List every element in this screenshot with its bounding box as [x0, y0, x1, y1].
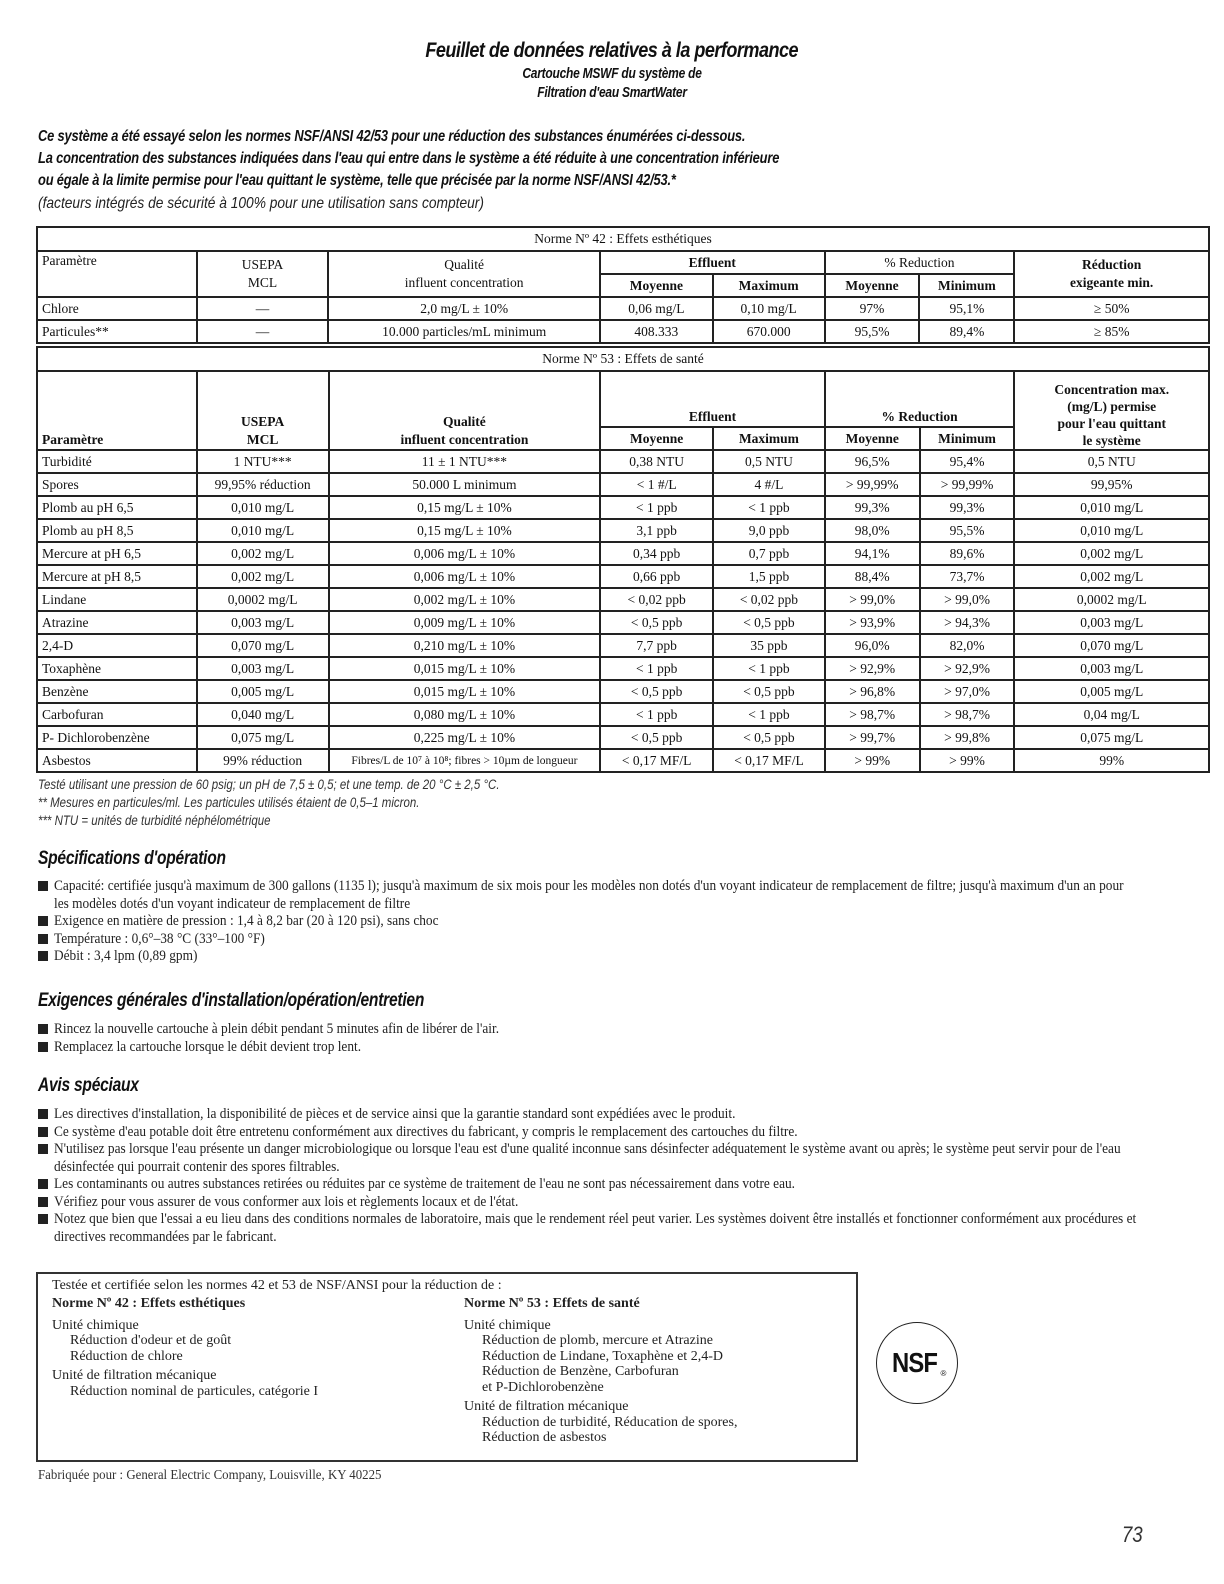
table-cell: 0,006 mg/L ± 10% — [329, 565, 601, 588]
table-cell: 0,66 ppb — [600, 565, 713, 588]
list-item-text: Ce système d'eau potable doit être entretenu conformément aux directives du fabricant, y compris le remplacement des cartouches du filtre. — [54, 1123, 798, 1140]
table-cell: Lindane — [37, 588, 197, 611]
table-cell: P- Dichlorobenzène — [37, 726, 197, 749]
footnote-3: *** NTU = unités de turbidité néphélométrique — [38, 813, 271, 828]
table-42-title: Norme Nº 42 : Effets esthétiques — [37, 227, 1209, 251]
table-norme-53 — [36, 346, 1210, 773]
table-cell: 95,5% — [920, 519, 1015, 542]
intro-line-1: Ce système a été essayé selon les normes NSF/ANSI 42/53 pour une réduction des substances énumérées ci-dessous. — [38, 128, 746, 145]
bullet-square-icon — [38, 1197, 48, 1207]
certification-norme-42 — [52, 1296, 318, 1399]
list-item — [38, 878, 1208, 913]
table-row — [37, 680, 1209, 703]
certification-heading: Norme Nº 42 : Effets esthétiques — [52, 1296, 246, 1311]
list-item — [38, 931, 1208, 949]
table-row — [37, 297, 1209, 320]
header-qualite: Qualité influent concentration — [329, 371, 601, 450]
footnotes — [38, 776, 500, 830]
table-cell: > 99,8% — [920, 726, 1015, 749]
certification-box — [36, 1272, 858, 1462]
table-cell: < 0,02 ppb — [713, 588, 825, 611]
table-cell: 89,6% — [920, 542, 1015, 565]
table-cell: > 98,7% — [825, 703, 920, 726]
table-cell: 0,0002 mg/L — [1014, 588, 1209, 611]
section-heading-install: Exigences générales d'installation/opération/entretien — [38, 990, 425, 1011]
header-parametre: Paramètre — [37, 251, 197, 297]
table-cell: 0,010 mg/L — [1014, 496, 1209, 519]
install-list — [38, 1021, 1208, 1056]
list-item — [38, 1194, 1208, 1212]
table-cell: 0,002 mg/L — [1014, 542, 1209, 565]
table-cell: Mercure at pH 8,5 — [37, 565, 197, 588]
table-cell: 0,003 mg/L — [1014, 611, 1209, 634]
table-cell: > 92,9% — [825, 657, 920, 680]
certification-item: Réduction de asbestos — [482, 1430, 607, 1445]
table-cell: Particules** — [37, 320, 197, 343]
table-cell: 3,1 ppb — [600, 519, 713, 542]
specs-list — [38, 878, 1208, 966]
certification-item: Réduction nominal de particules, catégorie I — [70, 1383, 319, 1399]
header-reduction: % Reduction — [825, 371, 1015, 427]
table-cell: 95,5% — [825, 320, 920, 343]
header-parametre: Paramètre — [37, 371, 197, 450]
table-cell: > 99% — [825, 749, 920, 772]
bullet-square-icon — [38, 881, 48, 891]
table-cell: < 0,5 ppb — [713, 611, 825, 634]
list-item-text: Rincez la nouvelle cartouche à plein débit pendant 5 minutes afin de libérer de l'air. — [54, 1021, 500, 1037]
list-item — [38, 948, 1208, 966]
header-effluent: Effluent — [600, 371, 825, 427]
table-cell: 9,0 ppb — [713, 519, 825, 542]
bullet-square-icon — [38, 1109, 48, 1119]
certification-group — [52, 1368, 318, 1399]
table-cell: < 0,5 ppb — [600, 680, 713, 703]
table-cell: 0,210 mg/L ± 10% — [329, 634, 601, 657]
certification-norme-53 — [464, 1296, 737, 1446]
table-cell: 408.333 — [600, 320, 713, 343]
table-cell: 0,005 mg/L — [1014, 680, 1209, 703]
table-cell: 95,1% — [919, 297, 1014, 320]
table-row — [37, 496, 1209, 519]
table-cell: < 0,5 ppb — [713, 726, 825, 749]
table-cell: < 0,17 MF/L — [713, 749, 825, 772]
table-row — [37, 519, 1209, 542]
certification-item: Réduction de plomb, mercure et Atrazine — [482, 1333, 713, 1348]
list-item — [38, 1039, 1208, 1057]
certification-group-title: Unité de filtration mécanique — [464, 1399, 629, 1414]
table-cell: 0,070 mg/L — [197, 634, 329, 657]
table-cell: 0,070 mg/L — [1014, 634, 1209, 657]
table-cell: < 0,5 ppb — [713, 680, 825, 703]
table-cell: 97% — [825, 297, 920, 320]
table-cell: 35 ppb — [713, 634, 825, 657]
nsf-logo-icon: NSF ® — [876, 1322, 958, 1404]
table-cell: > 94,3% — [920, 611, 1015, 634]
table-cell: 0,0002 mg/L — [197, 588, 329, 611]
table-row — [37, 542, 1209, 565]
list-item — [38, 1021, 1208, 1039]
bullet-square-icon — [38, 1042, 48, 1052]
table-cell: < 0,17 MF/L — [600, 749, 713, 772]
table-cell: 82,0% — [920, 634, 1015, 657]
table-cell: 0,075 mg/L — [1014, 726, 1209, 749]
table-cell: 0,040 mg/L — [197, 703, 329, 726]
table-cell: 0,010 mg/L — [197, 519, 329, 542]
certification-group — [464, 1399, 737, 1446]
list-item-text: Notez que bien que l'essai a eu lieu dans des conditions normales de laboratoire, mais que le rendement réel peut varier. Les systèmes doivent être installés et fonctionner conformément aux procédures et directives recommandées par le fabricant. — [54, 1211, 1137, 1245]
table-cell: 0,15 mg/L ± 10% — [329, 496, 601, 519]
page-header — [0, 38, 1224, 102]
header-concentration-max: Concentration max. (mg/L) permise pour l'eau quittant le système — [1014, 371, 1209, 450]
header-usepa: USEPA MCL — [197, 371, 329, 450]
table-cell: 0,04 mg/L — [1014, 703, 1209, 726]
table-cell: 0,5 NTU — [1014, 450, 1209, 473]
table-cell: 0,009 mg/L ± 10% — [329, 611, 601, 634]
table-42-body — [37, 297, 1209, 343]
table-cell: 94,1% — [825, 542, 920, 565]
bullet-square-icon — [38, 951, 48, 961]
table-cell: 0,06 mg/L — [600, 297, 713, 320]
section-heading-notices: Avis spéciaux — [38, 1075, 139, 1096]
bullet-square-icon — [38, 1144, 48, 1154]
table-cell: < 0,02 ppb — [600, 588, 713, 611]
table-cell: 4 #/L — [713, 473, 825, 496]
list-item-text: Température : 0,6°–38 °C (33°–100 °F) — [54, 930, 265, 947]
table-cell: 1,5 ppb — [713, 565, 825, 588]
certification-heading: Norme Nº 53 : Effets de santé — [464, 1296, 640, 1311]
table-cell: 0,38 NTU — [600, 450, 713, 473]
table-cell: > 99,99% — [920, 473, 1015, 496]
table-cell: 0,002 mg/L — [197, 565, 329, 588]
table-53-title: Norme Nº 53 : Effets de santé — [37, 347, 1209, 371]
table-norme-42 — [36, 226, 1210, 344]
header-reduction-moyenne: Moyenne — [825, 274, 920, 297]
table-53-body — [37, 450, 1209, 772]
certification-item: Réduction de turbidité, Réducation de spores, — [482, 1414, 738, 1430]
table-cell: 0,015 mg/L ± 10% — [329, 680, 601, 703]
table-cell: > 98,7% — [920, 703, 1015, 726]
table-cell: 670.000 — [713, 320, 825, 343]
intro-line-3: ou égale à la limite permise pour l'eau quittant le système, telle que précisée par la norme NSF/ANSI 42/53.* — [38, 172, 676, 189]
bullet-square-icon — [38, 1024, 48, 1034]
table-row — [37, 703, 1209, 726]
table-cell: 95,4% — [920, 450, 1015, 473]
table-cell: 0,010 mg/L — [197, 496, 329, 519]
bullet-square-icon — [38, 1214, 48, 1224]
list-item-text: N'utilisez pas lorsque l'eau présente un danger microbiologique ou lorsque l'eau est d'une qualité inconnue sans désinfecter adéquatement le système avant ou après; le système peut servir pour de l'eau désinfectée qui pourrait contenir des spores filtrables. — [54, 1141, 1121, 1175]
table-cell: Asbestos — [37, 749, 197, 772]
header-effluent-moyenne: Moyenne — [600, 274, 713, 297]
table-cell: > 97,0% — [920, 680, 1015, 703]
table-cell: Toxaphène — [37, 657, 197, 680]
list-item — [38, 913, 1208, 931]
list-item-text: Remplacez la cartouche lorsque le débit devient trop lent. — [54, 1038, 362, 1055]
table-cell: 0,015 mg/L ± 10% — [329, 657, 601, 680]
certification-group — [464, 1318, 737, 1396]
table-cell: 0,003 mg/L — [1014, 657, 1209, 680]
header-reduction-minimum: Minimum — [919, 274, 1014, 297]
table-cell: 10.000 particles/mL minimum — [328, 320, 600, 343]
table-cell: 0,10 mg/L — [713, 297, 825, 320]
notices-list — [38, 1106, 1208, 1246]
table-cell: < 1 ppb — [713, 657, 825, 680]
table-cell: Carbofuran — [37, 703, 197, 726]
bullet-square-icon — [38, 916, 48, 926]
table-cell: Plomb au pH 8,5 — [37, 519, 197, 542]
table-cell: 99,95% — [1014, 473, 1209, 496]
table-cell: Fibres/L de 10⁷ à 10⁸; fibres > 10µm de longueur — [329, 749, 601, 772]
footnote-1: Testé utilisant une pression de 60 psig; un pH de 7,5 ± 0,5; et une temp. de 20 °C ± 2,5 °C. — [38, 777, 500, 792]
table-cell: 0,002 mg/L ± 10% — [329, 588, 601, 611]
table-cell: Chlore — [37, 297, 197, 320]
table-cell: 96,0% — [825, 634, 920, 657]
bullet-square-icon — [38, 934, 48, 944]
list-item — [38, 1141, 1208, 1176]
certification-item: Réduction de Lindane, Toxaphène et 2,4-D — [482, 1348, 723, 1364]
table-cell: 0,003 mg/L — [197, 611, 329, 634]
table-row — [37, 611, 1209, 634]
list-item-text: Les contaminants ou autres substances retirées ou réduites par ce système de traitement de l'eau ne sont pas nécessairement dans votre eau. — [54, 1176, 796, 1192]
header-usepa: USEPA MCL — [197, 251, 329, 297]
table-cell: < 1 ppb — [713, 496, 825, 519]
table-row — [37, 588, 1209, 611]
table-cell: ≥ 85% — [1014, 320, 1209, 343]
certification-intro: Testée et certifiée selon les normes 42 et 53 de NSF/ANSI pour la réduction de : — [52, 1278, 502, 1293]
table-cell: 89,4% — [919, 320, 1014, 343]
table-row — [37, 634, 1209, 657]
table-cell: 0,7 ppb — [713, 542, 825, 565]
table-cell: < 1 ppb — [713, 703, 825, 726]
table-row — [37, 749, 1209, 772]
table-cell: > 99,0% — [920, 588, 1015, 611]
table-cell: 0,003 mg/L — [197, 657, 329, 680]
table-cell: — — [197, 297, 329, 320]
header-effluent: Effluent — [600, 251, 825, 274]
list-item — [38, 1211, 1208, 1246]
table-cell: Benzène — [37, 680, 197, 703]
table-cell: > 99,99% — [825, 473, 920, 496]
table-cell: 0,225 mg/L ± 10% — [329, 726, 601, 749]
table-cell: ≥ 50% — [1014, 297, 1209, 320]
table-cell: 96,5% — [825, 450, 920, 473]
list-item — [38, 1106, 1208, 1124]
page-subtitle-line2: Filtration d'eau SmartWater — [537, 84, 687, 101]
certification-group-title: Unité chimique — [464, 1317, 551, 1333]
page-title: Feuillet de données relatives à la performance — [425, 39, 799, 62]
table-cell: > 99,0% — [825, 588, 920, 611]
table-cell: Spores — [37, 473, 197, 496]
intro-note: (facteurs intégrés de sécurité à 100% pour une utilisation sans compteur) — [38, 195, 484, 212]
list-item — [38, 1176, 1208, 1194]
certification-group-title: Unité de filtration mécanique — [52, 1368, 217, 1383]
table-cell: 0,5 NTU — [713, 450, 825, 473]
table-cell: Atrazine — [37, 611, 197, 634]
table-cell: 98,0% — [825, 519, 920, 542]
table-cell: 88,4% — [825, 565, 920, 588]
header-effluent-moyenne: Moyenne — [600, 427, 713, 450]
table-cell: 2,4-D — [37, 634, 197, 657]
list-item-text: Vérifiez pour vous assurer de vous conformer aux lois et règlements locaux et de l'état. — [54, 1193, 519, 1210]
table-cell: 0,006 mg/L ± 10% — [329, 542, 601, 565]
table-cell: > 92,9% — [920, 657, 1015, 680]
table-cell: 99,3% — [920, 496, 1015, 519]
table-row — [37, 320, 1209, 343]
table-cell: 99% réduction — [197, 749, 329, 772]
bullet-square-icon — [38, 1179, 48, 1189]
page-subtitle-line1: Cartouche MSWF du système de — [522, 65, 702, 82]
table-row — [37, 565, 1209, 588]
table-cell: 2,0 mg/L ± 10% — [328, 297, 600, 320]
table-cell: 99% — [1014, 749, 1209, 772]
table-cell: 0,075 mg/L — [197, 726, 329, 749]
certification-group-title: Unité chimique — [52, 1317, 139, 1333]
list-item-text: Les directives d'installation, la disponibilité de pièces et de service ainsi que la garantie standard sont expédiées avec le produit. — [54, 1106, 736, 1122]
table-row — [37, 726, 1209, 749]
certification-item: Réduction de Benzène, Carbofuran — [482, 1364, 679, 1379]
table-cell: < 1 ppb — [600, 657, 713, 680]
table-cell: > 99,7% — [825, 726, 920, 749]
table-cell: 0,080 mg/L ± 10% — [329, 703, 601, 726]
bullet-square-icon — [38, 1127, 48, 1137]
table-cell: < 0,5 ppb — [600, 726, 713, 749]
footnote-2: ** Mesures en particules/ml. Les particules utilisés étaient de 0,5–1 micron. — [38, 795, 420, 810]
table-cell: > 93,9% — [825, 611, 920, 634]
certification-item: Réduction d'odeur et de goût — [70, 1333, 232, 1348]
table-cell: < 0,5 ppb — [600, 611, 713, 634]
table-cell: < 1 #/L — [600, 473, 713, 496]
certification-item: Réduction de chlore — [70, 1348, 183, 1364]
header-reduction-moyenne: Moyenne — [825, 427, 920, 450]
certification-group — [52, 1318, 318, 1365]
intro-line-2: La concentration des substances indiquées dans l'eau qui entre dans le système a été réduite à une concentration inférieure — [38, 150, 780, 167]
header-qualite: Qualité influent concentration — [328, 251, 600, 297]
table-row — [37, 657, 1209, 680]
table-cell: 99,3% — [825, 496, 920, 519]
table-row — [37, 473, 1209, 496]
section-heading-specs: Spécifications d'opération — [38, 848, 226, 869]
table-row — [37, 450, 1209, 473]
header-reduction: % Reduction — [825, 251, 1015, 274]
list-item-text: Débit : 3,4 lpm (0,89 gpm) — [54, 948, 198, 964]
header-effluent-maximum: Maximum — [713, 274, 825, 297]
header-effluent-maximum: Maximum — [713, 427, 825, 450]
table-cell: > 96,8% — [825, 680, 920, 703]
manufacturer-line: Fabriquée pour : General Electric Company, Louisville, KY 40225 — [38, 1468, 382, 1483]
header-reduction-min: Réduction exigeante min. — [1014, 251, 1209, 297]
table-cell: 0,34 ppb — [600, 542, 713, 565]
table-cell: 0,005 mg/L — [197, 680, 329, 703]
table-cell: — — [197, 320, 329, 343]
intro-block — [38, 126, 1218, 214]
page-number: 73 — [1121, 1522, 1143, 1547]
header-reduction-minimum: Minimum — [920, 427, 1015, 450]
table-cell: 11 ± 1 NTU*** — [329, 450, 601, 473]
table-cell: 73,7% — [920, 565, 1015, 588]
table-cell: < 1 ppb — [600, 496, 713, 519]
list-item-text: Exigence en matière de pression : 1,4 à 8,2 bar (20 à 120 psi), sans choc — [54, 913, 439, 929]
list-item — [38, 1124, 1208, 1142]
table-cell: 50.000 L minimum — [329, 473, 601, 496]
table-cell: Turbidité — [37, 450, 197, 473]
table-cell: 0,010 mg/L — [1014, 519, 1209, 542]
table-cell: Plomb au pH 6,5 — [37, 496, 197, 519]
table-cell: 0,15 mg/L ± 10% — [329, 519, 601, 542]
table-cell: 0,002 mg/L — [197, 542, 329, 565]
certification-item: et P-Dichlorobenzène — [482, 1379, 604, 1395]
table-cell: < 1 ppb — [600, 703, 713, 726]
table-cell: Mercure at pH 6,5 — [37, 542, 197, 565]
table-cell: 7,7 ppb — [600, 634, 713, 657]
table-cell: 0,002 mg/L — [1014, 565, 1209, 588]
table-cell: > 99% — [920, 749, 1015, 772]
table-cell: 99,95% réduction — [197, 473, 329, 496]
table-cell: 1 NTU*** — [197, 450, 329, 473]
list-item-text: Capacité: certifiée jusqu'à maximum de 300 gallons (1135 l); jusqu'à maximum de six mois pour les modèles non dotés d'un voyant indicateur de remplacement de filtre; jusqu'à maximum d'un an pour les modèles dotés d'un voyant indicateur de remplacement de filtre — [54, 878, 1124, 912]
